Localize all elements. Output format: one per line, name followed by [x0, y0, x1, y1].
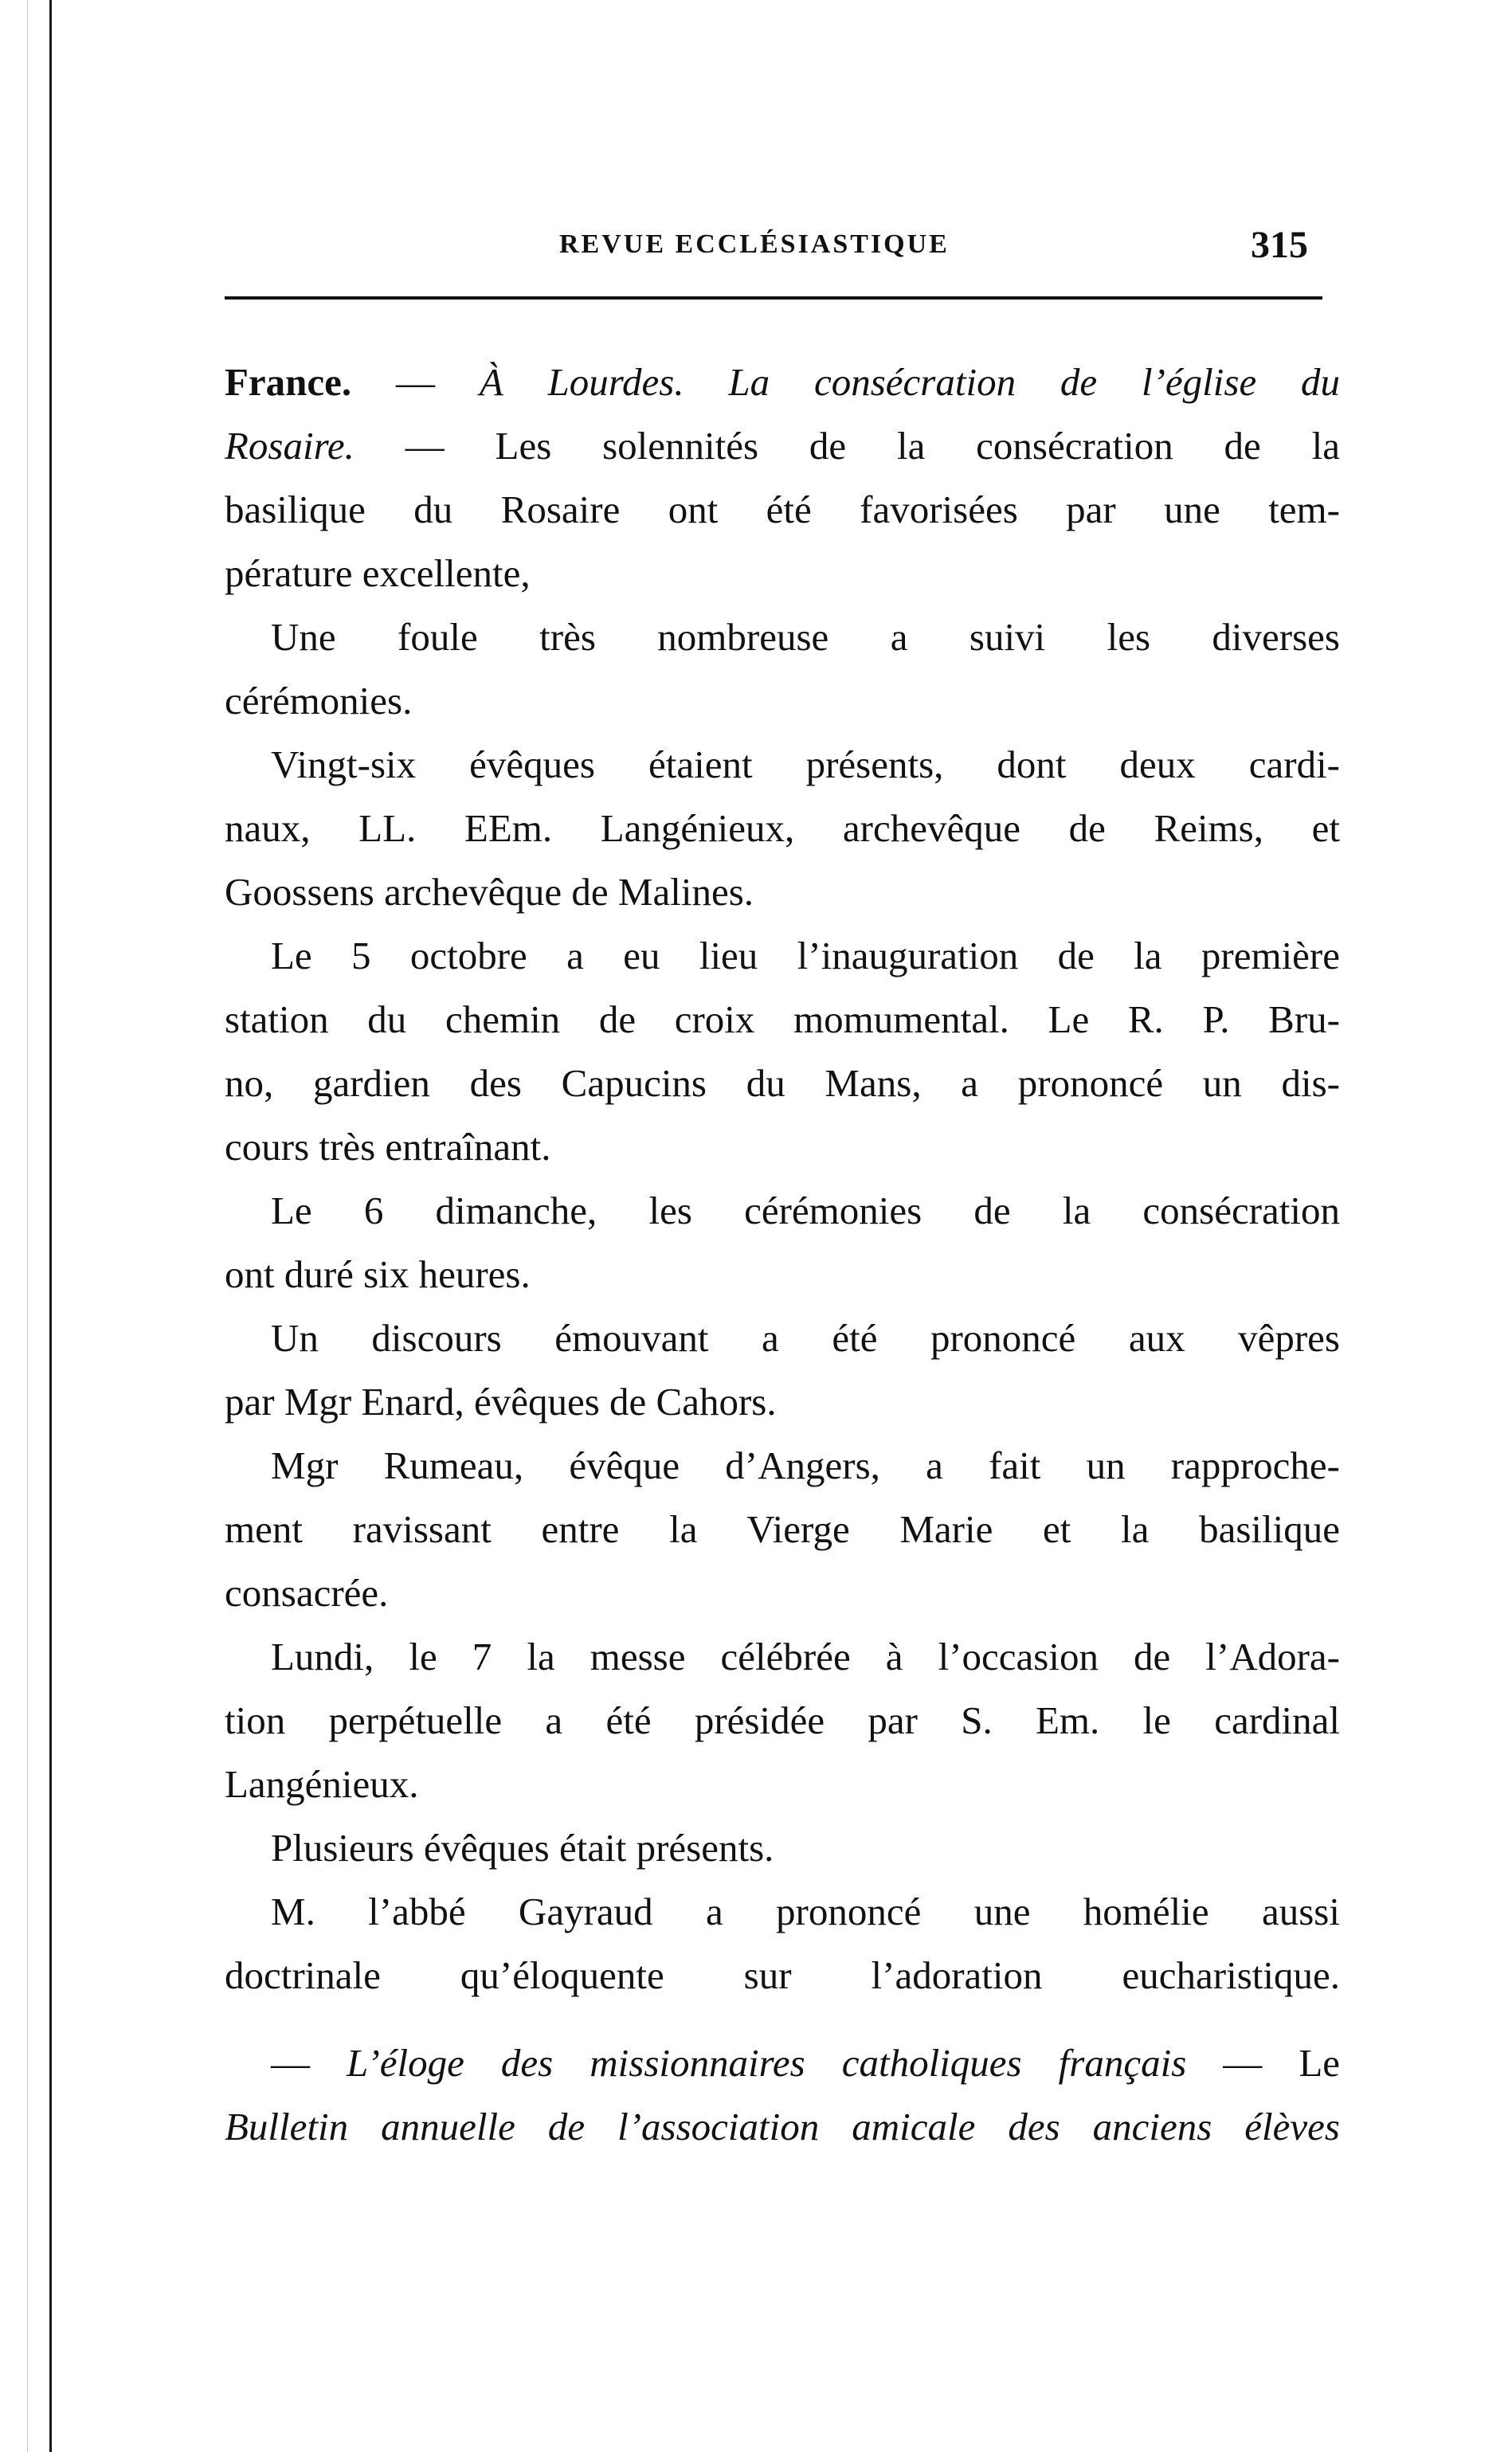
text-line: ont duré six heures.	[225, 1252, 531, 1296]
text-line: Lundi, le 7 la messe célébrée à l’occasion de l’Adora-	[271, 1635, 1340, 1678]
text-line: Vingt-six évêques étaient présents, dont deux cardi-	[271, 742, 1340, 786]
dash: —	[271, 2041, 347, 2085]
text-line: ment ravissant entre la Vierge Marie et la basilique	[225, 1507, 1340, 1551]
article-title-end: Rosaire.	[225, 424, 354, 468]
section-heading: France.	[225, 360, 352, 404]
text-line: naux, LL. EEm. Langénieux, archevêque de Reims, et	[225, 806, 1340, 850]
text-line: M. l’abbé Gayraud a prononcé une homélie aussi	[271, 1890, 1340, 1933]
text-line: Langénieux.	[225, 1762, 419, 1806]
dash: —	[351, 360, 480, 404]
text-line: doctrinale qu’éloquente sur l’adoration eucharistique.	[225, 1953, 1340, 1997]
text-line	[225, 351, 1340, 414]
margin-scan-line	[27, 0, 28, 2452]
text-line	[225, 2031, 1340, 2095]
text-line: cérémonies.	[225, 679, 413, 723]
text-span: — Les solennités de la consécration de la	[354, 424, 1340, 468]
text-line: Goossens archevêque de Malines.	[225, 870, 754, 914]
running-head: REVUE ECCLÉSIASTIQUE	[559, 229, 950, 259]
header-rule	[225, 296, 1322, 300]
text-line: cours très entraînant.	[225, 1125, 551, 1169]
article-title: À Lourdes. La consécration de l’église du	[479, 360, 1340, 404]
text-line: par Mgr Enard, évêques de Cahors.	[225, 1380, 777, 1424]
page-edge-rule	[49, 0, 52, 2452]
text-line	[225, 414, 1340, 478]
text-line: consacrée.	[225, 1571, 389, 1615]
text-line: Le 6 dimanche, les cérémonies de la consécration	[271, 1189, 1340, 1232]
text-line: pérature excellente,	[225, 551, 531, 595]
text-line: Plusieurs évêques était présents.	[271, 1826, 774, 1870]
text-line: Une foule très nombreuse a suivi les diverses	[271, 615, 1340, 659]
text-line: basilique du Rosaire ont été favorisées par une tem-	[225, 488, 1340, 531]
text-span: — Le	[1186, 2041, 1340, 2085]
page-number: 315	[1251, 224, 1308, 266]
text-line: Mgr Rumeau, évêque d’Angers, a fait un rapproche-	[271, 1443, 1340, 1487]
text-line: Bulletin annuelle de l’association amicale des anciens élèves	[225, 2105, 1340, 2148]
text-line: station du chemin de croix momumental. Le R. P. Bru-	[225, 997, 1340, 1041]
item-title: L’éloge des missionnaires catholiques français	[347, 2041, 1187, 2085]
paragraph-gap	[225, 2007, 1340, 2031]
text-line: Le 5 octobre a eu lieu l’inauguration de la première	[271, 934, 1340, 977]
text-line: tion perpétuelle a été présidée par S. Em. le cardinal	[225, 1698, 1340, 1742]
text-line: no, gardien des Capucins du Mans, a prononcé un dis-	[225, 1061, 1340, 1105]
article-body	[225, 351, 1340, 2159]
text-line: Un discours émouvant a été prononcé aux vêpres	[271, 1316, 1340, 1360]
page-header	[225, 223, 1340, 279]
